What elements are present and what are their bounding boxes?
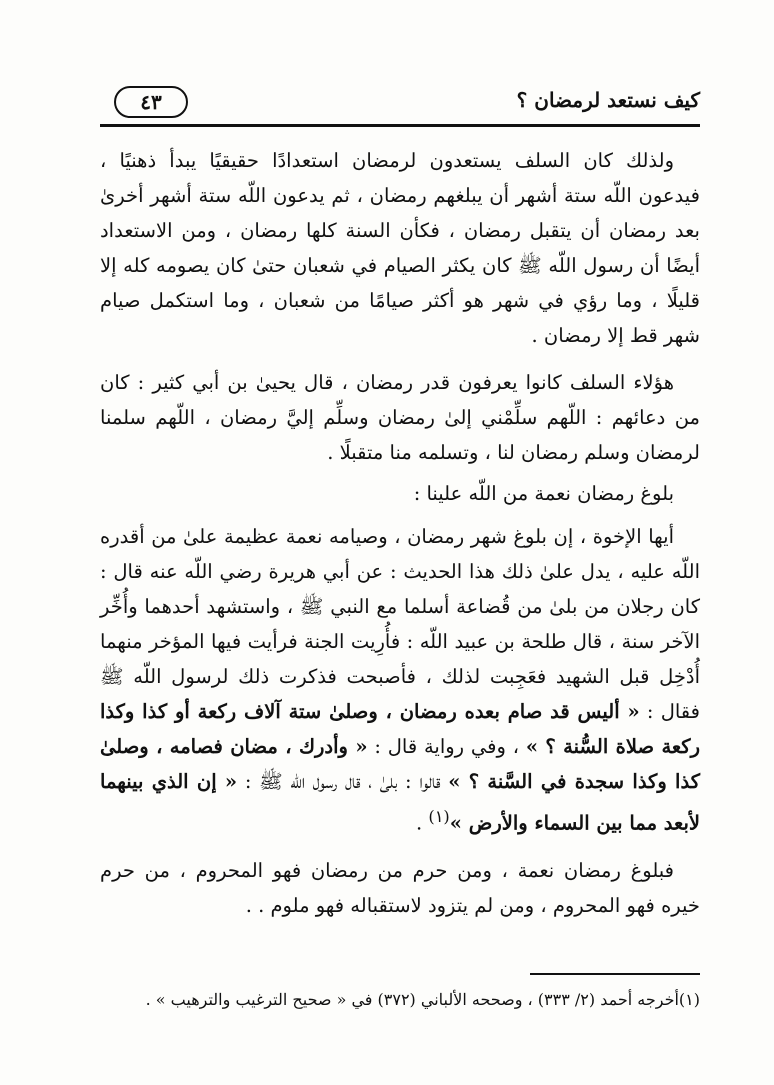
footnote: (١)أخرجه أحمد (٢/ ٣٣٣) ، وصححه الألباني (٣٧٢) في « صحيح الترغيب والترهيب » .: [145, 990, 700, 1009]
paragraph-3-end: .: [415, 811, 429, 835]
paragraph-3-connector-2: قالوا : بلىٰ ، قال رسول اللّه ﷺ :: [237, 770, 449, 793]
paragraph-1: ولذلك كان السلف يستعدون لرمضان استعدادًا حقيقيًا يبدأ ذهنيًا ، فيدعون اللّه ستة أشهر أن يبلغهم رمضان ، ثم يدعون اللّه ستة أشهر أخرىٰ بعد رمضان أن يتقبل رمضان ، فكأن السنة كلها رمضان ، ومن الاستعداد أيضًا أن رسول اللّه ﷺ كان يكثر الصيام في شعبان حتىٰ كان يصومه كله إلا قليلًا ، وما رؤي في شهر هو أكثر صيامًا من شعبان ، وما استكمل صيام شهر قط إلا رمضان .: [100, 149, 700, 347]
header-rule: [100, 124, 700, 127]
page-number: ٤٣: [114, 86, 188, 118]
paragraph-3: [100, 519, 700, 841]
paragraph-3-connector-1: ، وفي رواية قال :: [367, 735, 526, 758]
section-subheading: بلوغ رمضان نعمة من اللّه علينا :: [413, 482, 674, 505]
book-page: [100, 80, 701, 1009]
paragraph-4: فبلوغ رمضان نعمة ، ومن حرم من رمضان فهو المحروم ، من حرم خيره فهو المحروم ، ومن لم يتزود لاستقباله فهو ملوم . .: [100, 858, 700, 917]
hadith-quote-1: « أليس قد صام بعده رمضان ، وصلىٰ ستة آلاف ركعة أو كذا وكذا ركعة صلاة السُّنة ؟ »: [100, 700, 701, 758]
hadith-quote-3: « إن الذي بينهما لأبعد مما بين السماء والأرض »: [100, 770, 700, 835]
page-body: [100, 143, 700, 923]
footnote-rule: [530, 973, 700, 975]
paragraph-2: هؤلاء السلف كانوا يعرفون قدر رمضان ، قال يحيىٰ بن أبي كثير : كان من دعائهم : اللّهم سلِّمْني إلىٰ رمضان وسلِّم إليَّ رمضان ، اللّهم سلمنا لرمضان وسلم رمضان لنا ، وتسلمه منا متقبلًا .: [100, 371, 700, 464]
paragraph-3-text: أيها الإخوة ، إن بلوغ شهر رمضان ، وصيامه نعمة عظيمة علىٰ من أقدره اللّه عليه ، يدل علىٰ ذلك هذا الحديث : عن أبي هريرة رضي اللّه عنه قال : كان رجلان من بلىٰ من قُضاعة أسلما مع النبي ﷺ ، واستشهد أحدهما وأُخِّر الآخر سنة ، قال طلحة بن عبيد اللّه : فأُرِيت الجنة فرأيت فيها المؤخر منهما أُدْخِل قبل الشهيد فعَجِبت لذلك ، فأصبحت فذكرت ذلك لرسول اللّه ﷺ فقال :: [100, 525, 700, 723]
page-header: [100, 80, 700, 125]
hadith-quote-2: « وأدرك ، مضان فصامه ، وصلىٰ كذا وكذا سجدة في السَّنة ؟ »: [100, 735, 700, 793]
footnote-ref[interactable]: (١): [428, 807, 450, 826]
running-title: كيف نستعد لرمضان ؟: [516, 88, 700, 112]
